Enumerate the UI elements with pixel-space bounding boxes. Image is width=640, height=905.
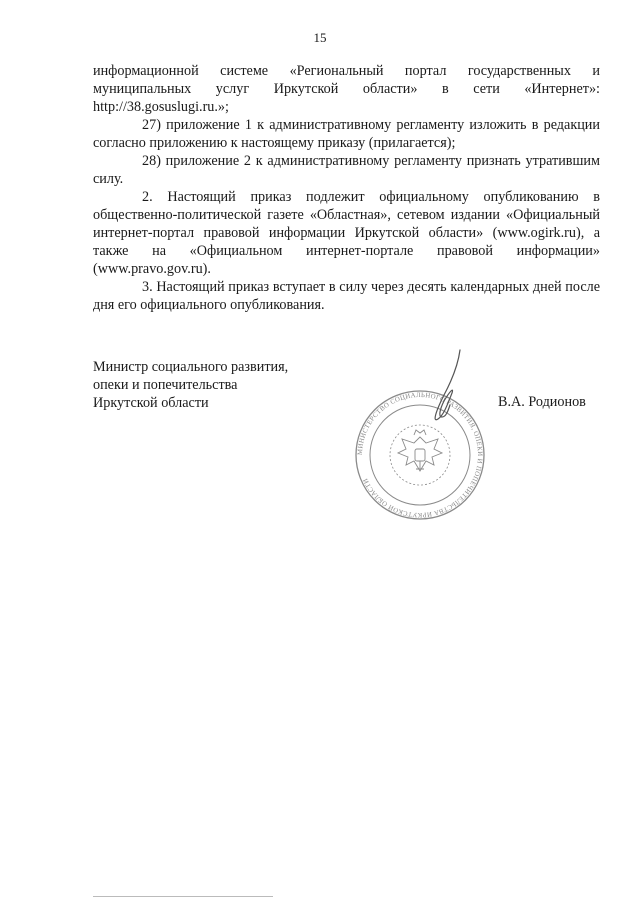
paragraph-continuation: информационной системе «Региональный портал государственных и муниципальных услуг Иркутской области» в сети «Интернет»: http://38.gosuslugi.ru.»; xyxy=(93,63,600,115)
handwritten-signature xyxy=(435,350,460,420)
paragraph-publication: 2. Настоящий приказ подлежит официальному опубликованию в общественно-политической газете «Областная», сетевом издании «Официальный интернет-портал правовой информации Иркутской области» (www.ogirk.ru), а также на «Официальном интернет-портале правовой информации» (www.pravo.gov.ru). xyxy=(93,189,600,277)
page-number: 15 xyxy=(313,30,327,45)
svg-text:МИНИСТЕРСТВО СОЦИАЛЬНОГО РАЗВИ: МИНИСТЕРСТВО СОЦИАЛЬНОГО РАЗВИТИЯ, ОПЕКИ И ПОПЕЧИТЕЛЬСТВА ИРКУТСКОЙ ОБЛАСТИ xyxy=(356,391,484,519)
paragraph-item-28: 28) приложение 2 к административному регламенту признать утратившим силу. xyxy=(93,153,600,187)
paragraph-item-27: 27) приложение 1 к административному регламенту изложить в редакции согласно приложению к настоящему приказу (прилагается); xyxy=(93,117,600,151)
signatory-position-line: Иркутской области xyxy=(93,395,209,411)
seal-center-ring xyxy=(390,425,450,485)
official-seal-stamp xyxy=(340,345,500,520)
signatory-position-line: Министр социального развития, xyxy=(93,359,289,375)
document-body xyxy=(93,62,600,314)
seal-outer-ring xyxy=(356,391,484,519)
signatory-position-line: опеки и попечительства xyxy=(93,377,238,393)
seal-inner-ring xyxy=(370,405,470,505)
footer-divider xyxy=(93,896,273,897)
signatory-position xyxy=(93,358,288,412)
coat-of-arms-icon xyxy=(398,430,442,471)
paragraph-effective-date: 3. Настоящий приказ вступает в силу через десять календарных дней после дня его официального опубликования. xyxy=(93,279,600,313)
signer-name: В.А. Родионов xyxy=(498,394,586,410)
